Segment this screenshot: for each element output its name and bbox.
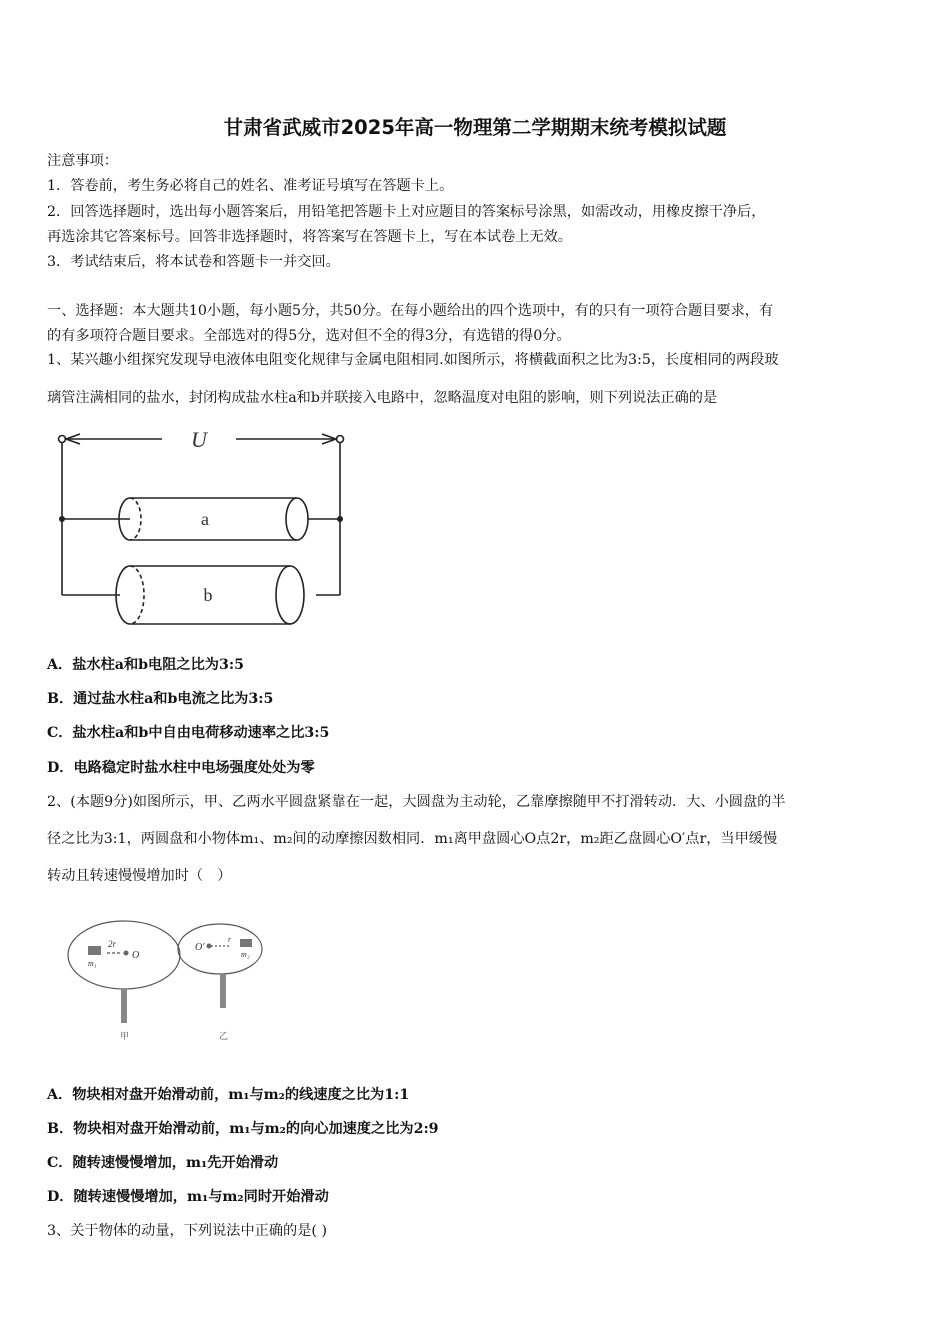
- voltage-label: U: [191, 427, 207, 452]
- q2-option-a: A．物块相对盘开始滑动前，m₁与m₂的线速度之比为1:1: [47, 1087, 410, 1103]
- q2-option-c: C．随转速慢慢增加，m₁先开始滑动: [47, 1155, 279, 1171]
- q1-option-c: C．盐水柱a和b中自由电荷移动速率之比3:5: [47, 725, 330, 741]
- q1-option-a: A．盐水柱a和b电阻之比为3:5: [47, 657, 244, 673]
- disc-jia: [68, 921, 180, 989]
- page-title: 甘肃省武威市2025年高一物理第二学期期末统考模拟试题: [223, 116, 727, 139]
- q2-stem-2: 径之比为3:1，两圆盘和小物体m₁、m₂间的动摩擦因数相同．m₁离甲盘圆心O点2r，m₂距乙盘圆心O′点r，当甲缓慢: [47, 831, 778, 847]
- o-prime-label: O′: [195, 942, 205, 953]
- o-label: O: [132, 950, 140, 961]
- notice-heading: 注意事项：: [47, 153, 118, 169]
- notice-item-3: 3．考试结束后，将本试卷和答题卡一并交回。: [47, 254, 340, 270]
- q2-discs-figure: [62, 915, 282, 1050]
- q1-option-d: D．电路稳定时盐水柱中电场强度处处为零: [47, 760, 315, 776]
- q1-stem-2: 璃管注满相同的盐水，封闭构成盐水柱a和b并联接入电路中，忽略温度对电阻的影响，则下列说法正确的是: [47, 390, 718, 406]
- section-intro-2: 的有多项符合题目要求。全部选对的得5分，选对但不全的得3分，有选错的得0分。: [47, 328, 571, 344]
- disc-yi: [178, 924, 262, 974]
- notice-item-1: 1．答卷前，考生务必将自己的姓名、准考证号填写在答题卡上。: [47, 178, 454, 194]
- q1-stem-1: 1、某兴趣小组探究发现导电液体电阻变化规律与金属电阻相同.如图所示，将横截面积之比为3:5，长度相同的两段玻: [47, 352, 779, 368]
- jia-label: 甲: [120, 1032, 130, 1042]
- notice-item-2b: 再选涂其它答案标号。回答非选择题时，将答案写在答题卡上，写在本试卷上无效。: [47, 229, 572, 245]
- r-label: r: [228, 935, 232, 944]
- m1-label: m₁: [88, 959, 97, 968]
- tube-a-label: a: [201, 509, 209, 529]
- q2-stem-1: 2、(本题9分)如图所示，甲、乙两水平圆盘紧靠在一起，大圆盘为主动轮，乙靠摩擦随甲不打滑转动．大、小圆盘的半: [47, 794, 786, 810]
- block-m2: [240, 939, 252, 947]
- notice-item-2a: 2．回答选择题时，选出每小题答案后，用铅笔把答题卡上对应题目的答案标号涂黑，如需改动，用橡皮擦干净后，: [47, 204, 766, 220]
- two-r-label: 2r: [108, 939, 117, 949]
- q2-stem-3: 转动且转速慢慢增加时（ ）: [47, 868, 232, 884]
- block-m1: [88, 946, 101, 955]
- yi-label: 乙: [219, 1032, 229, 1042]
- q2-option-d: D．随转速慢慢增加，m₁与m₂同时开始滑动: [47, 1189, 329, 1205]
- tube-b-label: b: [203, 585, 213, 605]
- tube-a: [119, 498, 308, 540]
- axle-yi: [220, 974, 226, 1008]
- axle-jia: [121, 989, 127, 1023]
- m2-label: m₂: [241, 950, 250, 959]
- q1-option-b: B．通过盐水柱a和b电流之比为3:5: [47, 691, 274, 707]
- section-intro-1: 一、选择题：本大题共10小题，每小题5分，共50分。在每小题给出的四个选项中，有的只有一项符合题目要求，有: [47, 303, 774, 319]
- q3-stem-1: 3、关于物体的动量，下列说法中正确的是( ): [47, 1223, 327, 1239]
- q1-circuit-figure: [50, 425, 360, 640]
- q2-option-b: B．物块相对盘开始滑动前，m₁与m₂的向心加速度之比为2:9: [47, 1121, 439, 1137]
